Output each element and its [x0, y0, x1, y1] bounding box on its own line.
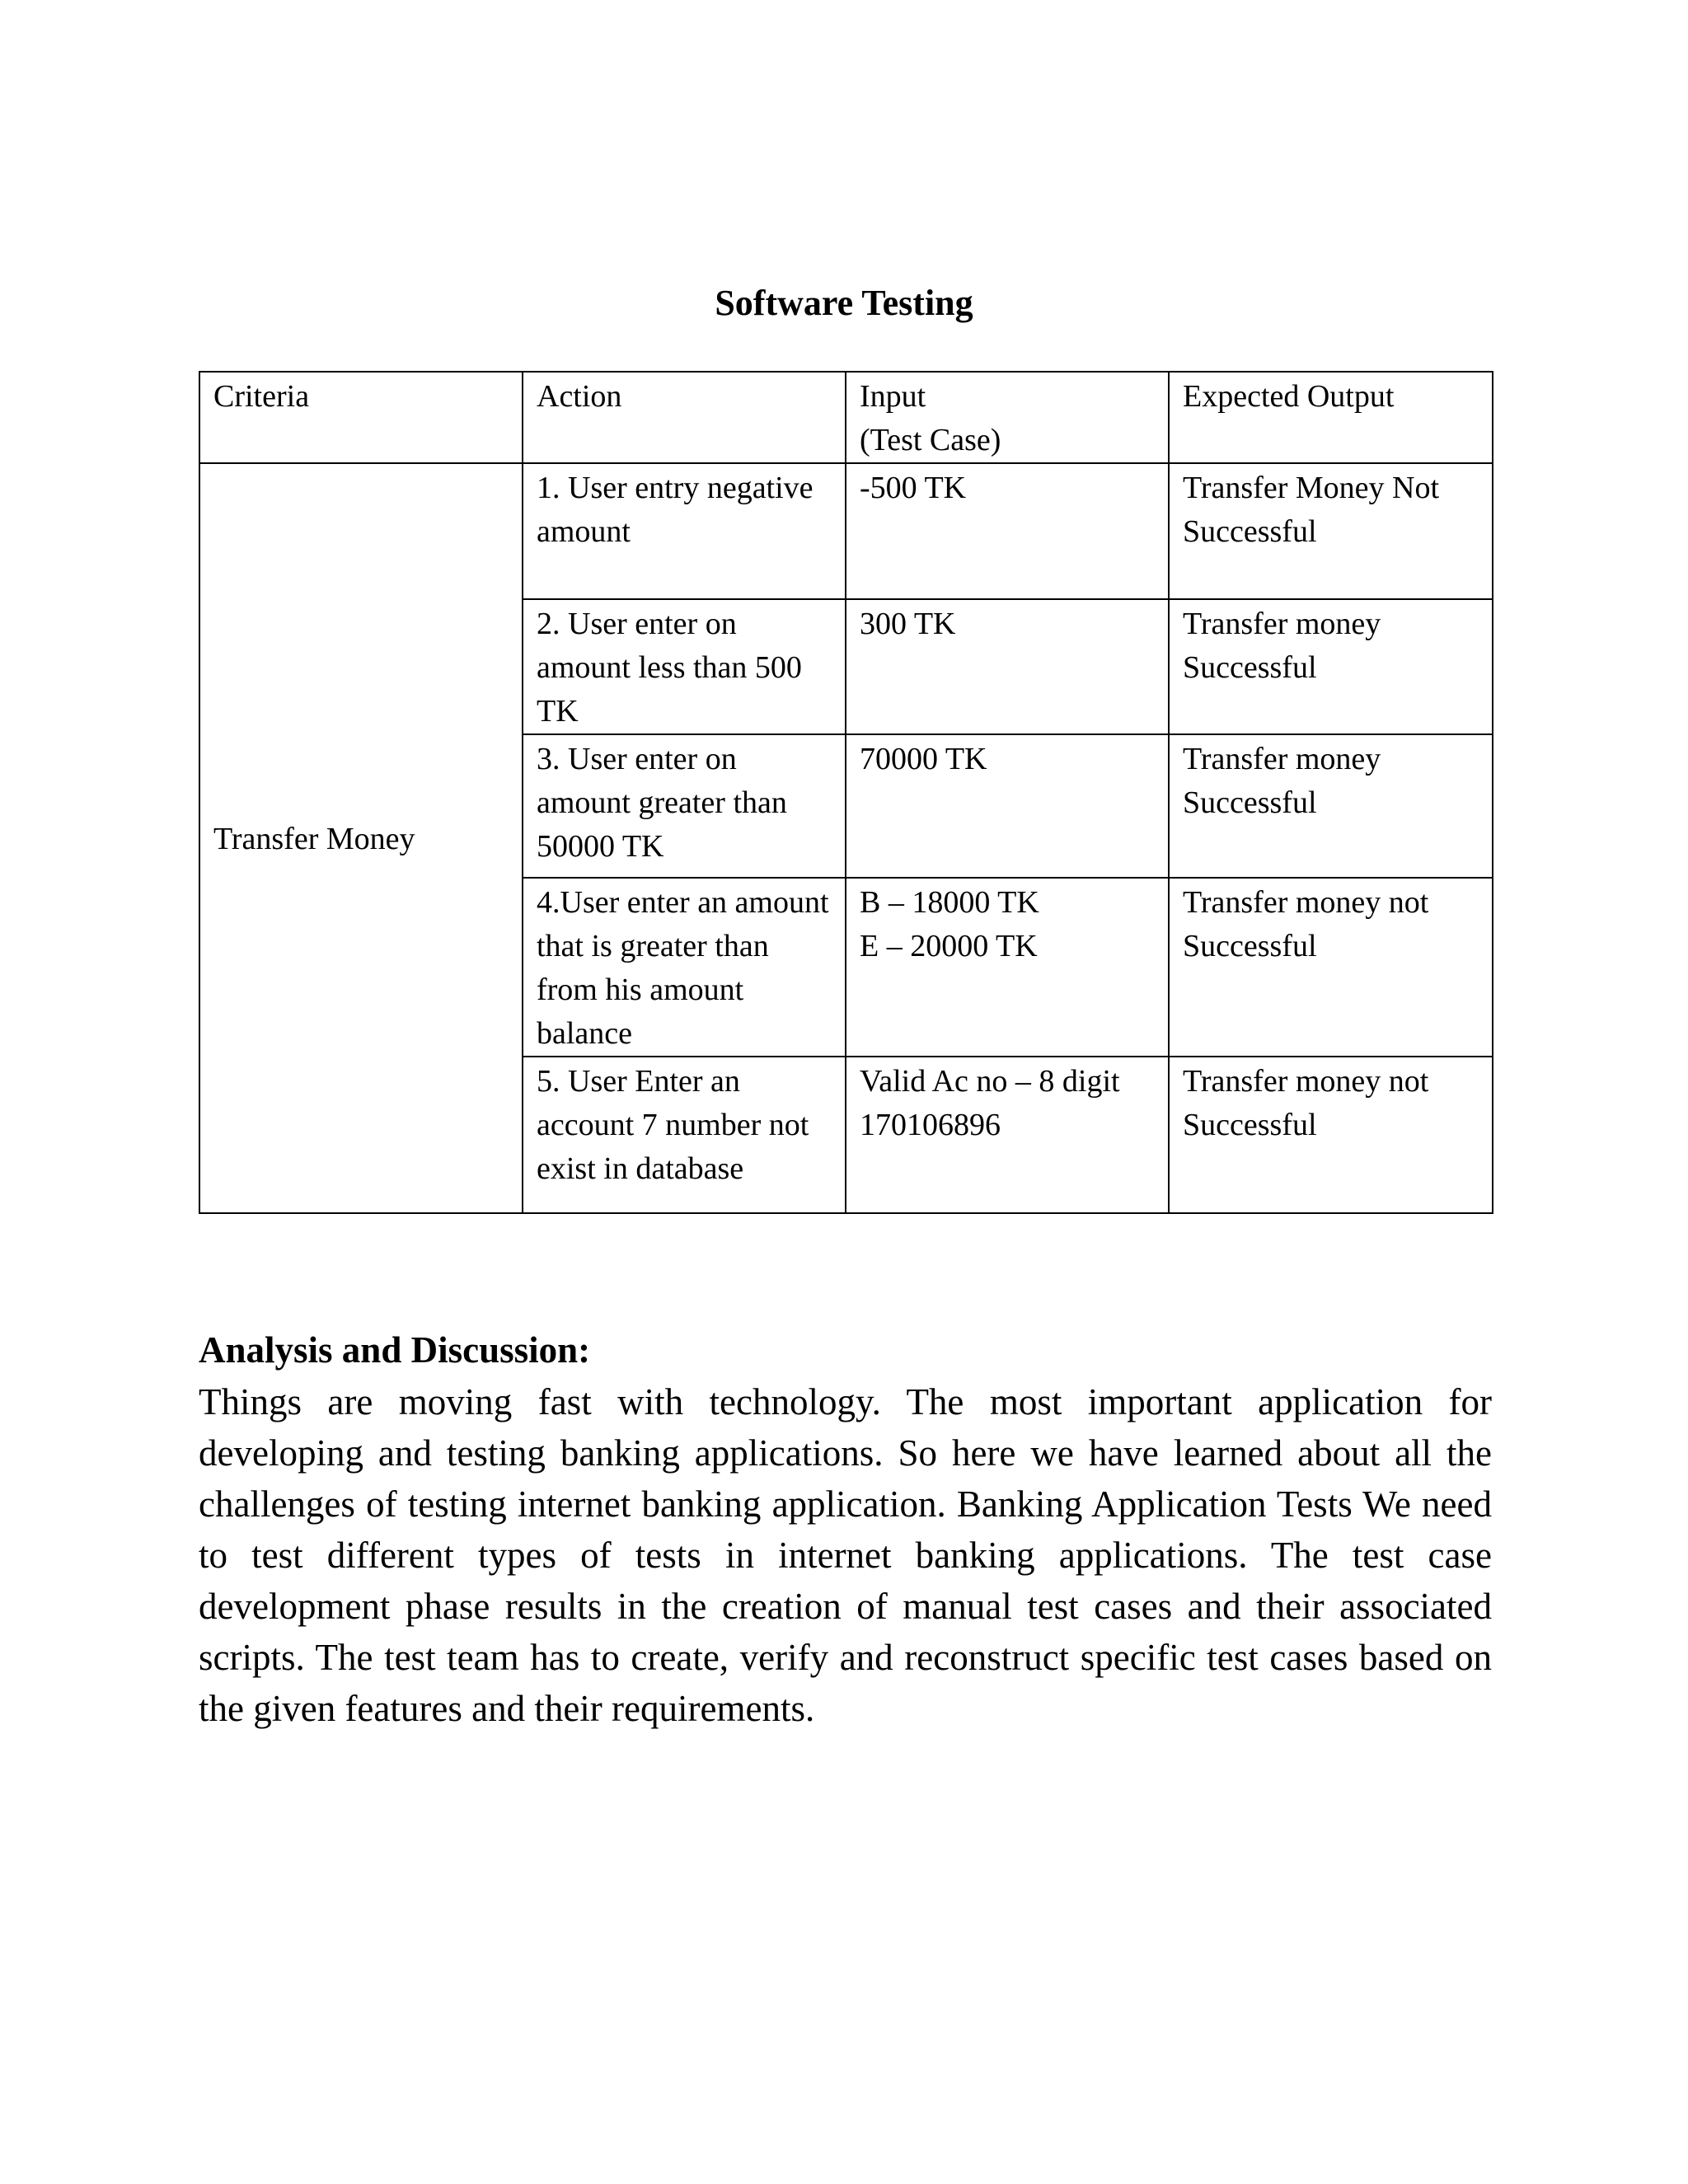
header-input [846, 372, 1169, 463]
input-cell [846, 734, 1169, 878]
input-cell [846, 599, 1169, 734]
output-cell: Transfer money not Successful [1169, 1057, 1493, 1213]
header-criteria: Criteria [199, 372, 523, 463]
input-line: B – 18000 TK [860, 885, 1039, 920]
output-cell: Transfer money Successful [1169, 599, 1493, 734]
header-input-line2: (Test Case) [860, 423, 1001, 457]
action-cell: 2. User enter on amount less than 500 TK [523, 599, 846, 734]
input-line: Valid Ac no – 8 digit [860, 1064, 1120, 1099]
input-line: 170106896 [860, 1108, 1001, 1142]
action-cell: 1. User entry negative amount [523, 463, 846, 599]
action-cell: 4.User enter an amount that is greater than from his amount balance [523, 878, 846, 1057]
output-cell: Transfer money not Successful [1169, 878, 1493, 1057]
page-title: Software Testing [715, 283, 973, 323]
analysis-heading: Analysis and Discussion: [199, 1329, 591, 1371]
output-cell: Transfer money Successful [1169, 734, 1493, 878]
input-cell [846, 878, 1169, 1057]
header-action: Action [523, 372, 846, 463]
output-cell: Transfer Money Not Successful [1169, 463, 1493, 599]
header-input-line1: Input [860, 379, 926, 414]
input-line: E – 20000 TK [860, 929, 1038, 963]
criteria-cell: Transfer Money [199, 463, 523, 1213]
action-cell: 5. User Enter an account 7 number not exist in database [523, 1057, 846, 1213]
input-line: -500 TK [860, 471, 967, 505]
header-expected-output: Expected Output [1169, 372, 1493, 463]
table-row [199, 463, 1493, 599]
input-cell [846, 1057, 1169, 1213]
analysis-paragraph: Things are moving fast with technology. The most important application for developing and testing banking applications. So here we have learned about all the challenges of testing internet banking application. Banking Application Tests We need to test different types of tests in internet banking applications. The test case development phase results in the creation of manual test cases and their associated scripts. The test team has to create, verify and reconstruct specific test cases based on the given features and their requirements. [199, 1381, 1492, 1729]
input-line: 70000 TK [860, 742, 987, 776]
table-header-row [199, 372, 1493, 463]
action-cell: 3. User enter on amount greater than 50000 TK [523, 734, 846, 878]
test-case-table [199, 371, 1493, 1214]
input-cell [846, 463, 1169, 599]
input-line: 300 TK [860, 607, 956, 641]
